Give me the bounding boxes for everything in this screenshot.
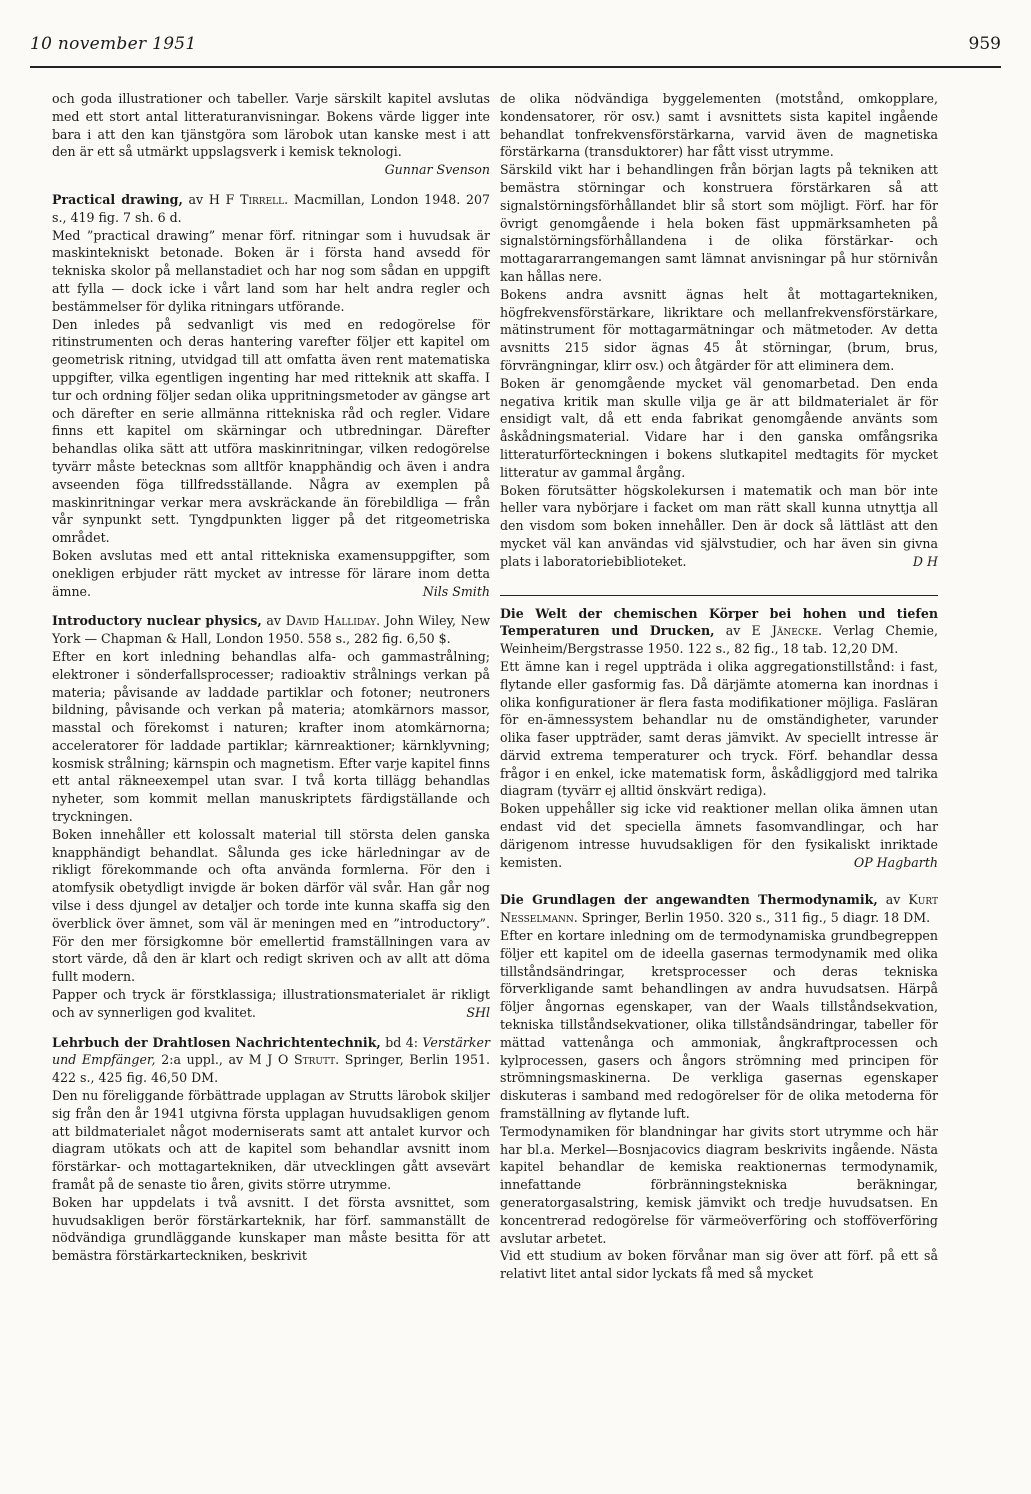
paragraph: Boken är genomgående mycket väl genomarbetad. Den enda negativa kritik man skulle vilja ge är att bildmaterialet är för ensidigt valt, då ett enda fabrikat genomgående använts som åskådningsmaterial. Vidare har i den ganska omfångsrika litteraturförteckningen i bokens slutkapitel medtagits för mycket litteratur av gammal årgång.	[500, 375, 938, 480]
paragraph: Termodynamiken för blandningar har givits stort utrymme och här har bl.a. Merkel—Bosnjacovics diagram beskrivits ingående. Nästa kapitel behandlar de kemiska reaktionernas termodynamik, innefattande förbränningstekniska beräkningar, generatorgasalstring, kemisk jämvikt och tredje huvudsatsen. En koncentrerad redogörelse för värmeöverföring och stofföverföring avslutar arbetet.	[500, 1123, 938, 1246]
book-title: Die Welt der chemischen Körper bei hohen und tiefen Temperaturen und Drucken,	[500, 605, 938, 639]
review-heading: Die Grundlagen der angewandten Thermodynamik, av Kurt Nesselmann. Springer, Berlin 1950. 320 s., 311 fig., 5 diagr. 18 DM.	[500, 892, 938, 926]
reviewer-signature: Nils Smith	[422, 583, 490, 599]
paragraph: Papper och tryck är förstklassiga; illustrationsmaterialet är rikligt och av synnerligen god kvalitet. SHl	[52, 987, 490, 1020]
paragraph: de olika nödvändiga byggelementen (motstånd, omkopplare, kondensatorer, rör osv.) samt i avsnittets sista kapitel ingående behandlat tonfrekvensförstärkarna, varvid även de magnetiska förstärkarna (transduktorer) har fått visst utrymme.	[500, 91, 938, 160]
book-author: Tirrell	[240, 191, 285, 207]
page-header	[30, 32, 1001, 68]
book-author: Strutt	[293, 1052, 336, 1068]
issue-date: 10 november 1951	[30, 34, 197, 54]
paragraph: Efter en kortare inledning om de termodynamiska grundbegreppen följer ett kapitel om de ideella gasernas termodynamik med olika tillståndsändringar, kretsprocesser och deras tekniska förverkligande samt behandlingen av andra huvudsatsen. Härpå följer ångornas egenskaper, van der Waals tillståndsekvation, tekniska tillståndsekvationer, olika tillståndsändringar, tabeller för mättad vattenånga och ammoniak, ångkraftprocessen och kylprocessen, gasers och ångors strömning med principen för strömningsmaskinerna. De verkliga gasernas egenskaper diskuteras i samband med redogörelser för de olika metoderna för framställning av flytande luft.	[500, 928, 938, 1122]
paragraph: Boken innehåller ett kolossalt material till största delen ganska knapphändigt behandlat. Sålunda ges icke härledningar av de rikligt förekommande och ofta använda formlerna. För den i atomfysik obetydligt invigde är boken därför väl svår. Han går nog vilse i dess djungel av detaljer och torde inte kunna skaffa sig den överblick över ämnet, som väl är meningen med en ”introductory”. För den mer försigkomne bör emellertid framställningen vara av stort värde, då den är klart och redigt skriven och av allt att döma fullt modern.	[52, 826, 490, 985]
paragraph: Den nu föreliggande förbättrade upplagan av Strutts lärobok skiljer sig från den år 1941 utgivna första upplagan huvudsakligen genom att bildmaterialet något moderniserats samt att antalet kurvor och diagram utökats och att de kapitel som behandlar avsnitt inom förstärkar- och mottagartekniken, där utvecklingen gått avsevärt framåt på de senaste tio åren, givits större utrymme.	[52, 1088, 490, 1193]
paragraph: Med ”practical drawing” menar förf. ritningar som i huvudsak är maskintekniskt betonade. Boken är i första hand avsedd för tekniska skolor på mellanstadiet och har nog som sådan en uppgift att fylla — dock icke i vårt land som har helt andra regler och bestämmelser för dylika ritningars utförande.	[52, 227, 490, 314]
book-title: Die Grundlagen der angewandten Thermodynamik,	[500, 892, 878, 908]
book-title: Practical drawing,	[52, 191, 183, 207]
book-title: Introductory nuclear physics,	[52, 613, 262, 629]
right-column	[500, 90, 938, 1283]
paragraph: Boken har uppdelats i två avsnitt. I det första avsnittet, som huvudsakligen berör förstärkarteknik, har förf. sammanställt de nödvändiga grundläggande kunskaper man måste besitta för att bemästra förstärkarteckniken, beskrivit	[52, 1194, 490, 1264]
paragraph: Ett ämne kan i regel uppträda i olika aggregationstillstånd: i fast, flytande eller gasformig fas. Då därjämte atomerna kan inordnas i olika konfigurationer är flera fasta modifikationer möjliga. Fasläran för en-ämnessystem behandlar nu de omständigheter, varunder olika faser uppträder, samt deras jämvikt. Av speciellt intresse är därvid extrema temperaturer och tryck. Förf. behandlar dessa frågor i en enkel, icke matematisk form, åskådliggjord med talrika diagram (tyvärr ej alltid önskvärt rediga).	[500, 658, 938, 799]
paragraph: Efter en kort inledning behandlas alfa- och gammastrålning; elektroner i sönderfallsprocesser; radioaktiv strålnings verkan på materia; påvisande av laddade partiklar och fotoner; neutroners bildning, påvisande och verkan på materia; atomkärnors massor, masstal och förekomst i naturen; krafter inom atomkärnorna; acceleratorer för laddade partiklar; kärnreaktioner; kärnklyvning; kosmisk strålning; kärnspin och magnetism. Efter varje kapitel finns ett antal räkneexempel utan svar. I två korta tillägg behandlas nyheter, som kommit mellan manuskriptets färdigställande och tryckningen.	[52, 648, 490, 825]
reviewer-signature: OP Hagbarth	[853, 854, 938, 870]
section-rule	[500, 595, 938, 597]
left-column	[52, 90, 490, 1265]
paragraph: Boken avslutas med ett antal rittekniska examensuppgifter, som onekligen erbjuder rätt mycket av intresse för lärare inom detta ämne. Nils Smith	[52, 547, 490, 599]
reviewer-signature: SHl	[466, 1004, 490, 1020]
paragraph: Vid ett studium av boken förvånar man sig över att förf. på ett så relativt litet antal sidor lyckats få med så mycket	[500, 1248, 938, 1282]
paragraph: Boken uppehåller sig icke vid reaktioner mellan olika ämnen utan endast vid det speciella ämnets fasomvandlingar, och har därigenom intresse huvudsakligen för den fysikaliskt inriktade kemisten. OP Hagbarth	[500, 801, 938, 870]
paragraph: Bokens andra avsnitt ägnas helt åt mottagartekniken, högfrekvensförstärkare, likriktare och mellanfrekvensförstärkare, mätinstrument för mottagarmätningar och mätmetoder. Av detta avsnitts 215 sidor ägnas 45 åt störningar, (brum, brus, förvrängningar, klirr osv.) och åtgärder för att eliminera dem.	[500, 286, 938, 373]
book-title: Lehrbuch der Drahtlosen Nachrichtentechnik,	[52, 1034, 381, 1050]
review-heading: Introductory nuclear physics, av David Halliday. John Wiley, New York — Chapman & Hall, London 1950. 558 s., 282 fig. 6,50 $.	[52, 613, 490, 647]
review-heading: Practical drawing, av H F Tirrell. Macmillan, London 1948. 207 s., 419 fig. 7 sh. 6 d.	[52, 191, 490, 225]
section-divider-space	[500, 571, 938, 593]
book-subtitle: Verstärker und Empfänger,	[52, 1034, 490, 1068]
paragraph: och goda illustrationer och tabeller. Varje särskilt kapitel avslutas med ett stort antal litteraturanvisningar. Bokens värde ligger inte bara i att den kan tjänstgöra som lärobok utan kanske mest i att den är ett så utmärkt uppslagsverk i kemisk teknologi. Gunnar Svenson	[52, 91, 490, 178]
book-author: David Halliday	[285, 613, 377, 629]
book-author: Jänecke	[771, 623, 819, 639]
review-heading: Die Welt der chemischen Körper bei hohen und tiefen Temperaturen und Drucken, av E Jänecke. Verlag Chemie, Weinheim/Bergstrasse 1950. 122 s., 82 fig., 18 tab. 12,20 DM.	[500, 605, 938, 657]
book-author: Kurt Nesselmann	[500, 892, 938, 926]
page-number: 959	[968, 34, 1001, 54]
paragraph: Särskild vikt har i behandlingen från början lagts på tekniken att bemästra störningar och konstruera förstärkaren så att signalstörningsförhållandet blir så stort som möjligt. Förf. har för övrigt genomgående i hela boken fäst uppmärksamheten på signalstörningsförhållandena i de olika förstärkar- och mottagararrangemangen samt lämnat anvisningar på hur störnivån kan hållas nere.	[500, 162, 938, 284]
review-heading: Lehrbuch der Drahtlosen Nachrichtentechnik, bd 4: Verstärker und Empfänger, 2:a uppl., av M J O Strutt. Springer, Berlin 1951. 422 s., 425 fig. 46,50 DM.	[52, 1034, 490, 1086]
paragraph: Boken förutsätter högskolekursen i matematik och man bör inte heller vara nybörjare i facket om man rätt skall kunna utnyttja all den visdom som boken innehåller. Den är dock så lättläst att den mycket väl kan användas vid självstudier, och har även sin givna plats i laboratoriebiblioteket. D H	[500, 482, 938, 569]
paragraph: Den inledes på sedvanligt vis med en redogörelse för ritinstrumenten och deras hantering varefter följer ett kapitel om geometrisk ritning, utvidgad till att omfatta även rent matematiska uppgifter, vilka egentligen ingenting har med ritteknik att skaffa. I tur och ordning följer sedan olika uppritningsmetoder av gängse art och därefter en serie allmänna rittekniska råd och regler. Vidare finns ett kapitel om skärningar och utbredningar. Därefter behandlas olika sätt att utföra maskinritningar, vilken redogörelse tyvärr måste betecknas som alltför knapphändig och även i andra avseenden föga tillfredsställande. Några av exemplen på maskinritningar verkar mera avskräckande än förebildliga — från vår synpunkt sett. Tyngdpunkten ligger på det ritgeometriska området.	[52, 316, 490, 546]
reviewer-signature: Gunnar Svenson	[384, 162, 490, 178]
reviewer-signature: D H	[912, 553, 938, 569]
